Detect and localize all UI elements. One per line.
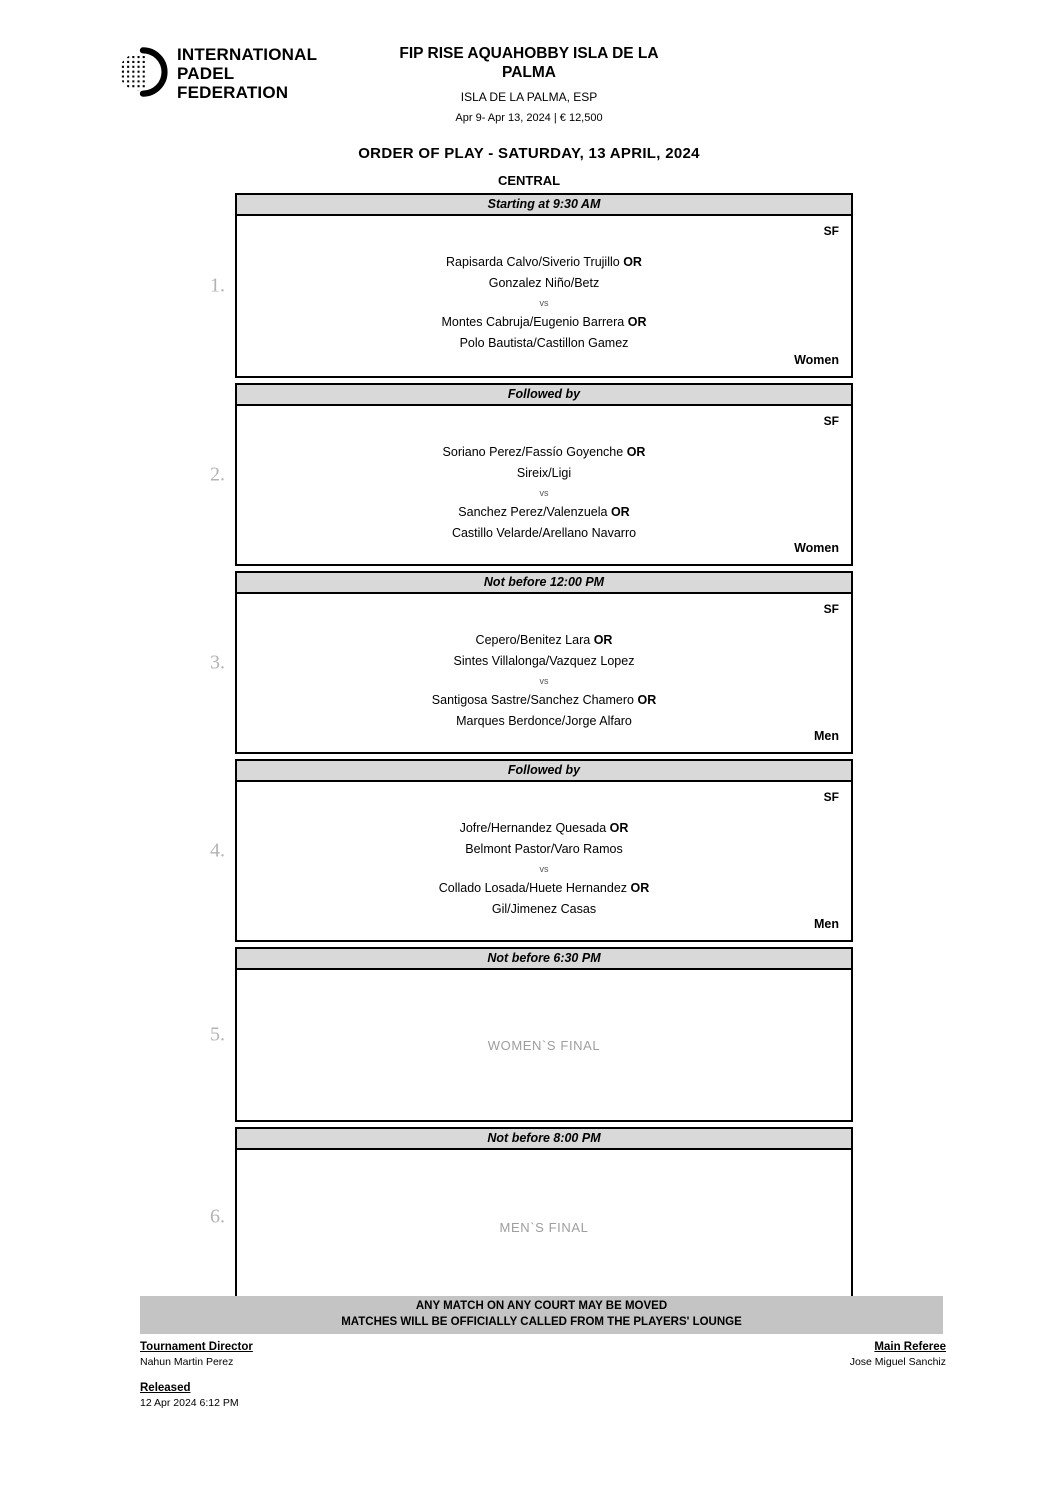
category-label: Women bbox=[794, 353, 839, 367]
team-names: Collado Losada/Huete Hernandez bbox=[438, 881, 628, 896]
vs-label: vs bbox=[539, 675, 549, 686]
logo-line-3: FEDERATION bbox=[177, 82, 289, 102]
schedule-label: Not before 6:30 PM bbox=[487, 951, 601, 965]
match-box bbox=[235, 1150, 853, 1306]
match-section-3 bbox=[210, 571, 853, 754]
schedule-band bbox=[235, 1127, 853, 1150]
team-line: Castillo Velarde/Arellano Navarro bbox=[451, 526, 637, 541]
vs-label: vs bbox=[539, 863, 549, 874]
schedule-label: Followed by bbox=[507, 763, 581, 777]
team-line: Marques Berdonce/Jorge Alfaro bbox=[456, 714, 632, 729]
match-number: 6. bbox=[210, 1205, 225, 1227]
team-line: Belmont Pastor/Varo Ramos bbox=[465, 842, 623, 857]
court-name: CENTRAL bbox=[497, 173, 561, 188]
schedule-band bbox=[235, 383, 853, 406]
tournament-dates-prize: Apr 9- Apr 13, 2024 | € 12,500 bbox=[455, 111, 603, 124]
team-line bbox=[237, 445, 851, 459]
vs-label: vs bbox=[539, 487, 549, 498]
team-line: Sintes Villalonga/Vazquez Lopez bbox=[453, 654, 635, 669]
match-number: 1. bbox=[210, 274, 225, 296]
or-label: OR bbox=[623, 255, 642, 269]
tournament-title-line1: FIP RISE AQUAHOBBY ISLA DE LA bbox=[399, 45, 659, 62]
team-line: Polo Bautista/Castillon Gamez bbox=[459, 336, 629, 351]
team-line bbox=[237, 505, 851, 519]
tournament-title-line2: PALMA bbox=[502, 64, 556, 82]
order-of-play-title: ORDER OF PLAY - SATURDAY, 13 APRIL, 2024 bbox=[358, 145, 700, 162]
or-label: OR bbox=[637, 693, 657, 708]
team-names: Rapisarda Calvo/Siverio Trujillo bbox=[446, 255, 620, 269]
team-line bbox=[237, 693, 851, 707]
tournament-director-label: Tournament Director bbox=[140, 1341, 253, 1353]
schedule-label: Not before 12:00 PM bbox=[483, 575, 605, 589]
match-section-4 bbox=[210, 759, 853, 942]
schedule-band bbox=[235, 947, 853, 970]
category-label: Men bbox=[814, 729, 839, 743]
team-line: Gil/Jimenez Casas bbox=[491, 902, 597, 917]
team-line bbox=[237, 315, 851, 329]
match-number: 3. bbox=[210, 651, 225, 673]
schedule-label: Followed by bbox=[507, 387, 581, 401]
match-box bbox=[235, 406, 853, 566]
team-line: Gonzalez Niño/Betz bbox=[488, 276, 600, 291]
match-number: 2. bbox=[210, 463, 225, 485]
round-label: SF bbox=[823, 602, 839, 616]
tournament-location: ISLA DE LA PALMA, ESP bbox=[460, 89, 598, 104]
match-section-5 bbox=[210, 947, 853, 1122]
or-label: OR bbox=[609, 821, 629, 835]
schedule-band bbox=[235, 759, 853, 782]
or-label: OR bbox=[627, 315, 647, 330]
match-section-6 bbox=[210, 1127, 853, 1306]
final-label: WOMEN`S FINAL bbox=[487, 1037, 601, 1053]
team-names: Cepero/Benitez Lara bbox=[475, 633, 591, 647]
vs-label: vs bbox=[539, 297, 549, 308]
match-box bbox=[235, 970, 853, 1122]
schedule-table bbox=[210, 193, 853, 1311]
footer-right bbox=[850, 1341, 946, 1368]
team-names: Sanchez Perez/Valenzuela bbox=[458, 505, 608, 520]
notice-band bbox=[140, 1296, 943, 1334]
main-referee-name: Jose Miguel Sanchiz bbox=[849, 1356, 946, 1368]
match-number: 4. bbox=[210, 839, 225, 861]
category-label: Women bbox=[794, 541, 839, 555]
round-label: SF bbox=[823, 414, 839, 428]
match-section-1 bbox=[210, 193, 853, 378]
released-value: 12 Apr 2024 6:12 PM bbox=[140, 1397, 239, 1409]
or-label: OR bbox=[630, 881, 650, 896]
tournament-title bbox=[0, 44, 1058, 83]
round-label: SF bbox=[823, 224, 839, 238]
spacer bbox=[140, 1368, 253, 1382]
category-label: Men bbox=[814, 917, 839, 931]
team-line: Sireix/Ligi bbox=[516, 466, 572, 481]
tournament-director-name: Nahun Martin Perez bbox=[140, 1356, 234, 1368]
match-box bbox=[235, 594, 853, 754]
schedule-label: Starting at 9:30 AM bbox=[487, 197, 601, 211]
team-names: Santigosa Sastre/Sanchez Chamero bbox=[431, 693, 634, 708]
match-box bbox=[235, 782, 853, 942]
tournament-header bbox=[0, 44, 1058, 124]
match-section-2 bbox=[210, 383, 853, 566]
logo-line-1: INTERNATIONAL bbox=[177, 45, 318, 65]
team-line bbox=[237, 821, 851, 835]
schedule-band bbox=[235, 193, 853, 216]
teams bbox=[237, 782, 851, 917]
or-label: OR bbox=[610, 505, 630, 520]
round-label: SF bbox=[823, 790, 839, 804]
team-names: Jofre/Hernandez Quesada bbox=[459, 821, 607, 835]
logo-line-2: PADEL bbox=[177, 64, 235, 84]
match-box bbox=[235, 216, 853, 378]
schedule-label: Not before 8:00 PM bbox=[487, 1131, 601, 1145]
notice-line-2: MATCHES WILL BE OFFICIALLY CALLED FROM THE PLAYERS' LOUNGE bbox=[341, 1315, 742, 1328]
team-line bbox=[237, 881, 851, 895]
team-names: Montes Cabruja/Eugenio Barrera bbox=[441, 315, 625, 330]
footer-left bbox=[140, 1341, 253, 1409]
match-number: 5. bbox=[210, 1023, 225, 1045]
teams bbox=[237, 216, 851, 351]
team-line bbox=[237, 255, 851, 269]
released-label: Released bbox=[140, 1382, 191, 1394]
team-names: Soriano Perez/Fassío Goyenche bbox=[442, 445, 624, 459]
team-line bbox=[237, 633, 851, 647]
notice-line-1: ANY MATCH ON ANY COURT MAY BE MOVED bbox=[415, 1300, 668, 1312]
schedule-band bbox=[235, 571, 853, 594]
or-label: OR bbox=[626, 445, 646, 459]
final-label: MEN`S FINAL bbox=[499, 1219, 589, 1235]
teams bbox=[237, 406, 851, 541]
main-referee-label: Main Referee bbox=[874, 1341, 946, 1353]
or-label: OR bbox=[593, 633, 613, 647]
teams bbox=[237, 594, 851, 729]
